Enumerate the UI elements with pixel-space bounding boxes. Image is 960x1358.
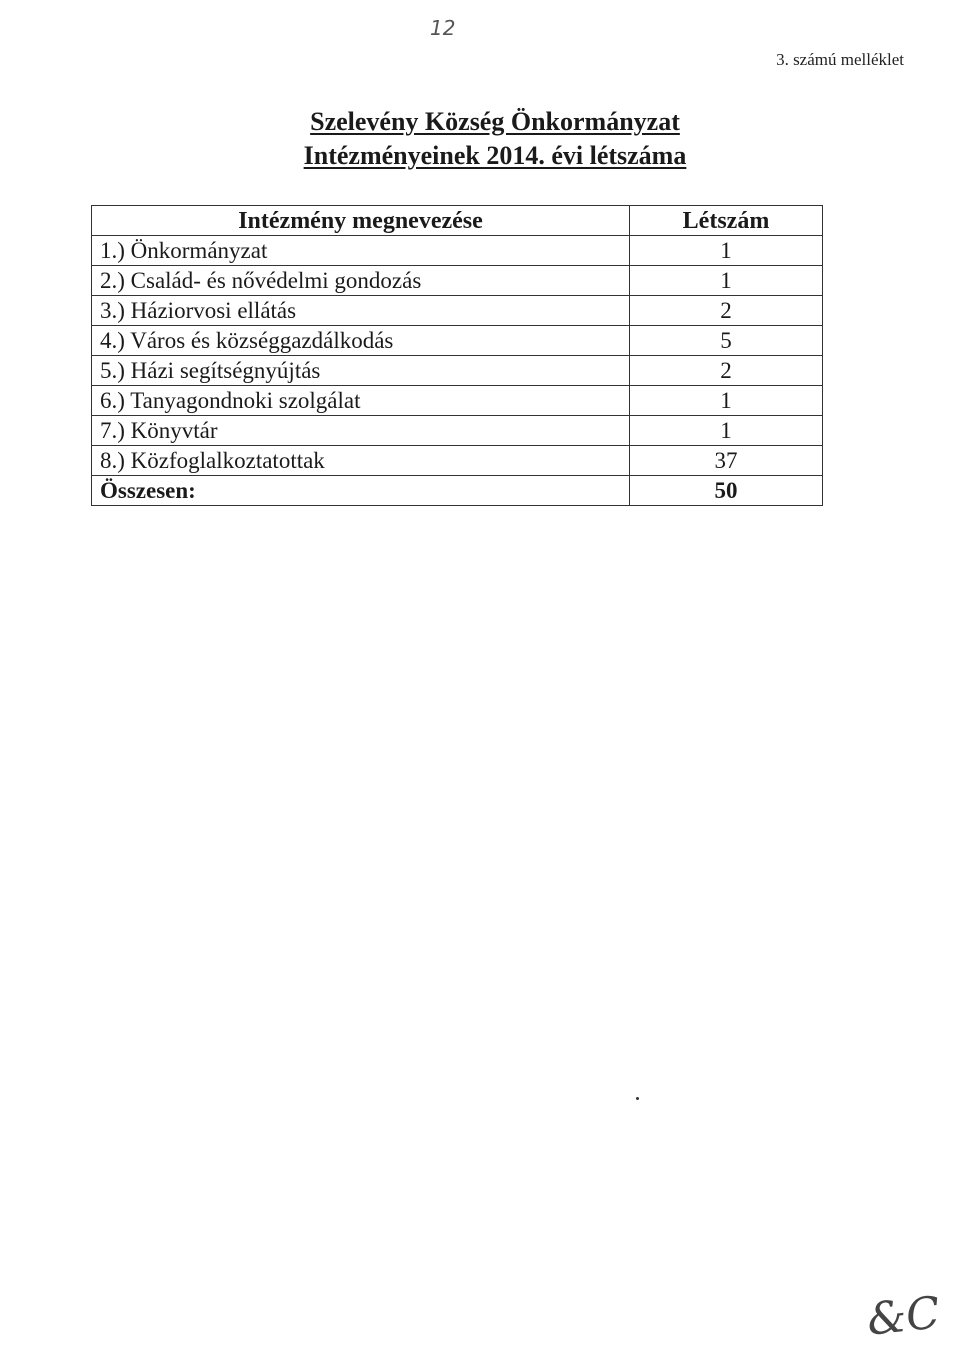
scan-speck xyxy=(636,1097,639,1100)
table-row xyxy=(92,386,823,416)
staff-count: 2 xyxy=(630,296,823,326)
total-row xyxy=(92,476,823,506)
institution-name: 5.) Házi segítségnyújtás xyxy=(92,356,630,386)
header-staff-count: Létszám xyxy=(630,206,823,236)
table-row xyxy=(92,236,823,266)
staff-count: 1 xyxy=(630,416,823,446)
handwritten-initials: &C xyxy=(864,1287,943,1346)
table-row xyxy=(92,356,823,386)
institution-name: 8.) Közfoglalkoztatottak xyxy=(92,446,630,476)
institution-name: 7.) Könyvtár xyxy=(92,416,630,446)
annex-label: 3. számú melléklet xyxy=(776,50,904,69)
document-subtitle: Intézményeinek 2014. évi létszáma xyxy=(303,141,687,170)
document-title: Szelevény Község Önkormányzat xyxy=(310,107,680,136)
total-count: 50 xyxy=(630,476,823,506)
institution-name: 3.) Háziorvosi ellátás xyxy=(92,296,630,326)
institution-name: 6.) Tanyagondnoki szolgálat xyxy=(92,386,630,416)
total-label: Összesen: xyxy=(92,476,630,506)
staff-count: 2 xyxy=(630,356,823,386)
staff-count-table xyxy=(91,205,823,506)
staff-count: 1 xyxy=(630,266,823,296)
table-row xyxy=(92,416,823,446)
table-header-row xyxy=(92,206,823,236)
staff-count: 37 xyxy=(630,446,823,476)
handwritten-page-number: 12 xyxy=(430,16,456,40)
institution-name: 2.) Család- és nővédelmi gondozás xyxy=(92,266,630,296)
institution-name: 1.) Önkormányzat xyxy=(92,236,630,266)
table-row xyxy=(92,296,823,326)
table-row xyxy=(92,326,823,356)
institution-name: 4.) Város és községgazdálkodás xyxy=(92,326,630,356)
staff-count: 1 xyxy=(630,236,823,266)
staff-count: 1 xyxy=(630,386,823,416)
header-institution-name: Intézmény megnevezése xyxy=(92,206,630,236)
table-row xyxy=(92,266,823,296)
staff-count: 5 xyxy=(630,326,823,356)
table-row xyxy=(92,446,823,476)
